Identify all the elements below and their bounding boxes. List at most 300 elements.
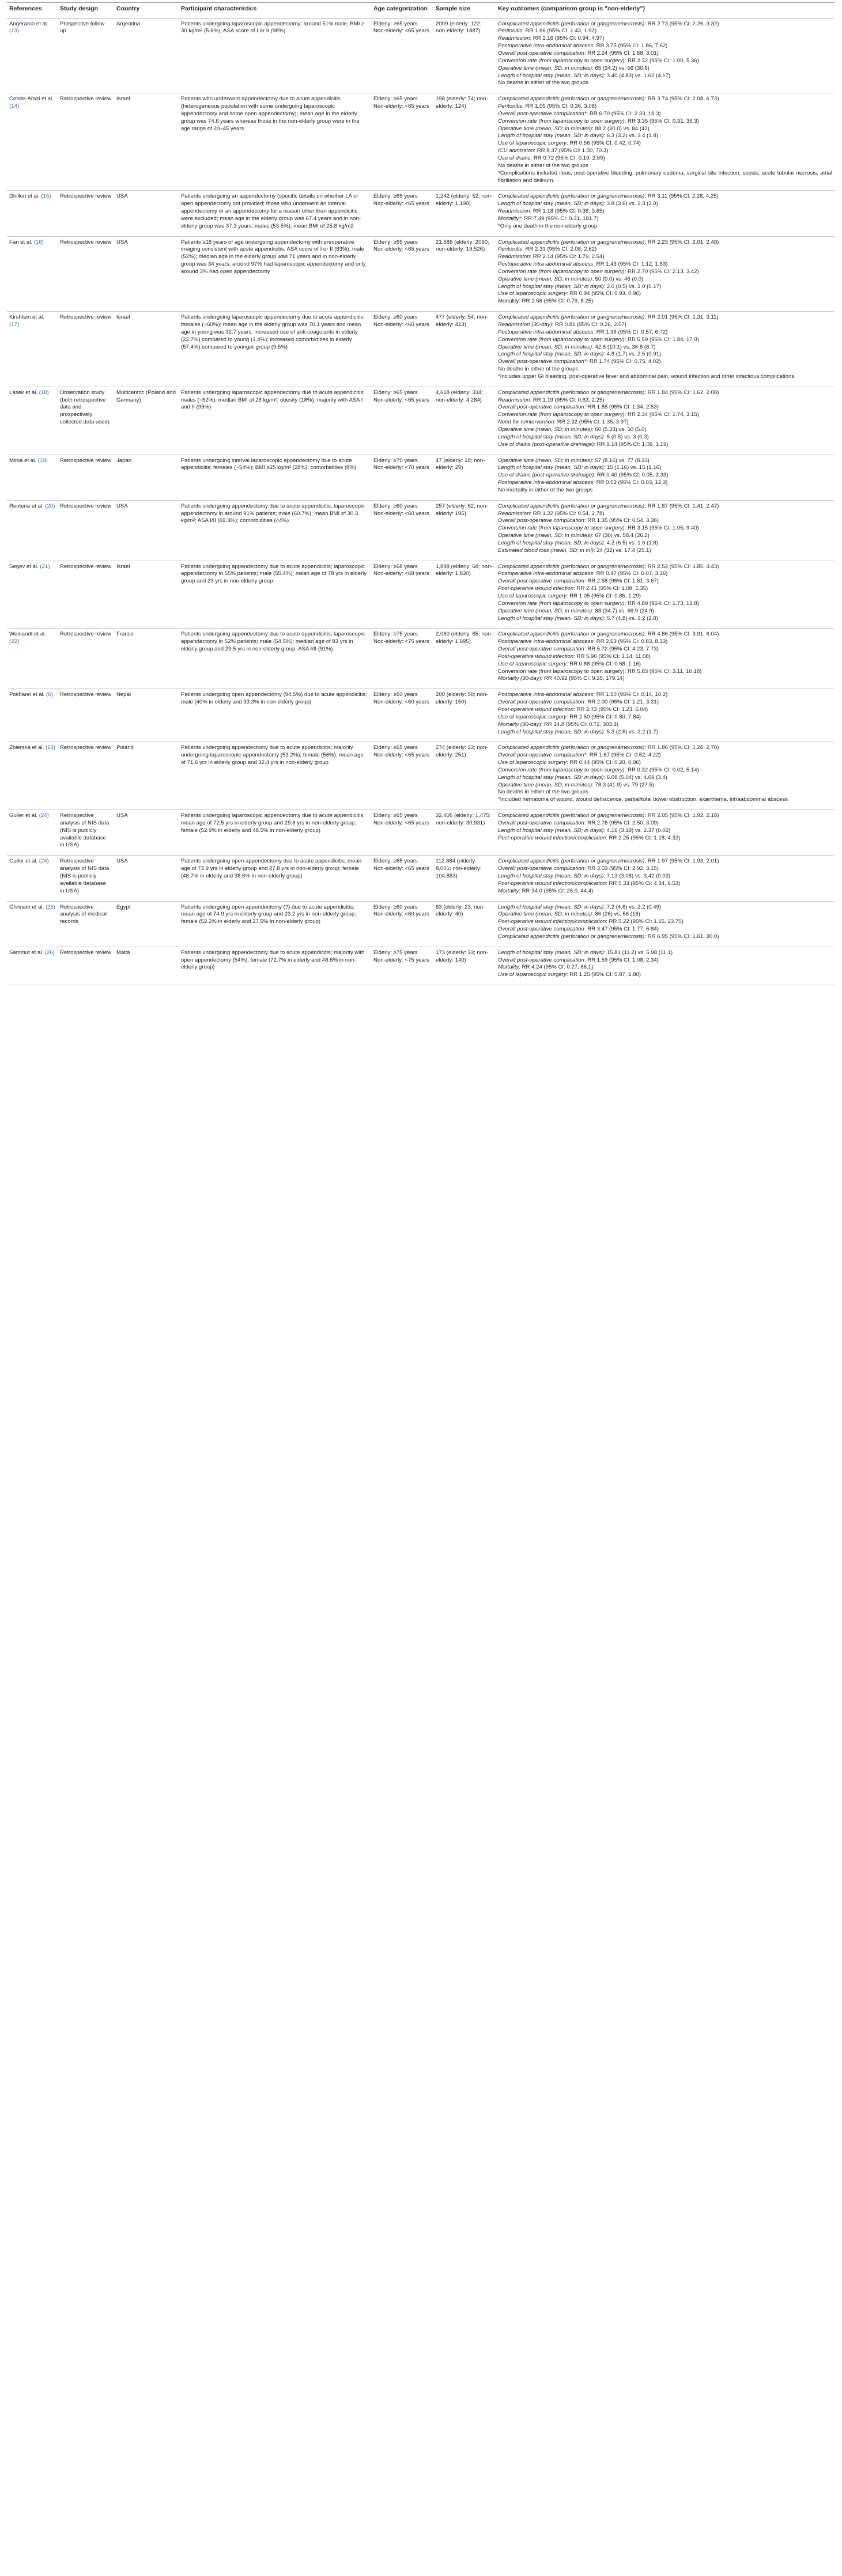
outcome-label: Length of hospital stay (mean, SD; in days) xyxy=(498,72,604,79)
outcome-label: Postoperative intra-abdominal abscess xyxy=(498,479,594,486)
cell-sample-size: 257 (elderly: 62; non-elderly: 195) xyxy=(433,500,496,561)
outcome-label: Readmission xyxy=(498,35,530,42)
outcome-label: Length of hospital stay (mean, SD; in days) xyxy=(498,728,604,735)
reference-author: Weinandt et al. xyxy=(9,631,46,638)
table-row xyxy=(7,387,835,455)
table-row xyxy=(7,856,835,901)
cell-reference xyxy=(7,455,58,500)
outcome-label: Post-operative wound infection xyxy=(498,653,574,660)
outcome-label: Length of hospital stay (mean, SD; in days) xyxy=(498,903,604,910)
outcome-label: Overall post-operative complication xyxy=(498,578,584,585)
reference-author: Ghnnam et al. xyxy=(9,903,46,910)
cell-age-categorization: Elderly: ≥65 years Non-elderly: <65 years xyxy=(371,810,433,856)
outcome-value: : RR 1.14 (95% CI: 1.09, 1.19) xyxy=(594,441,669,448)
outcome-item xyxy=(498,389,832,397)
outcome-label: Length of hospital stay (mean, SD; in days) xyxy=(498,433,604,440)
cell-study-design: Prospective follow up xyxy=(58,18,114,93)
outcome-label: Complicated appendicitis (perforation or gangrene/necrosis) xyxy=(498,96,645,103)
cell-sample-size: 32,406 (elderly: 1,475; non-elderly: 30,931) xyxy=(433,810,496,856)
outcome-value: : RR 1.67 (95% CI: 0.62, 4.22) xyxy=(586,752,661,759)
cell-country: Multicentric (Poland and Germany) xyxy=(114,387,179,455)
outcome-label: Conversion rate (from laparoscopy to open surgery) xyxy=(498,118,625,124)
outcome-value: : 3.40 (4.83) vs. 1.62 (4.17) xyxy=(603,72,671,79)
outcome-value: : RR 1.50 (95% CI: 0.14, 16.2) xyxy=(593,691,668,698)
outcome-label: Complicated appendicitis (perforation or gangrene/necrosis) xyxy=(498,563,645,570)
outcome-item xyxy=(498,888,832,895)
reference-link[interactable]: (15) xyxy=(41,193,51,200)
outcome-value: : RR 6.95 (95% CI: 1.61, 30.0) xyxy=(644,933,719,940)
cell-participant-characteristics: Patients undergoing open appendectomy due to acute appendicitis; mean age of 73.9 yrs in elderly group and 27.8 yrs in non-elderly group; female (48.7% in elderly and 38.6% in non-elderly group) xyxy=(179,856,371,901)
outcome-label: Length of hospital stay (mean, SD; in days) xyxy=(498,201,604,207)
outcome-value: No deaths in either of the two groups xyxy=(498,162,588,169)
outcome-label: Complicated appendicitis (perforation or gangrene/necrosis) xyxy=(498,239,645,245)
outcome-value: : RR 2.05 (95% CI: 1.92, 2.18) xyxy=(644,812,719,819)
outcome-item xyxy=(498,835,832,842)
outcome-item xyxy=(498,858,832,865)
outcome-label: Length of hospital stay (mean, SD; in days) xyxy=(498,615,604,622)
outcome-value: : RR 3.03 (95% CI: 2.92, 3.15) xyxy=(584,865,659,872)
cell-sample-size: 477 (elderly: 54; non-elderly: 423) xyxy=(433,312,496,387)
outcome-label: Length of hospital stay (mean, SD; in days) xyxy=(498,464,604,471)
cell-age-categorization: Elderly: ≥68 years Non-elderly: <68 years xyxy=(371,561,433,629)
table-row xyxy=(7,629,835,689)
outcome-value: *Includes upper GI bleeding, post-operative fever and abdominal pain, wound infection and other infectious complications. xyxy=(498,373,796,380)
outcome-item xyxy=(498,298,832,305)
outcome-item xyxy=(498,578,832,585)
outcome-label: Use of laparoscopic surgery xyxy=(498,593,567,600)
outcome-item xyxy=(498,675,832,683)
outcome-item xyxy=(498,215,832,223)
outcome-label: Postoperative intra-abdominal abscess xyxy=(498,570,594,577)
outcome-value: : RR 4.89 (95% CI: 1.73, 13.8) xyxy=(624,600,699,607)
outcome-label: Length of hospital stay (mean, SD; in days) xyxy=(498,133,604,139)
outcome-label: Operative time (mean, SD; in minutes) xyxy=(498,532,592,539)
cell-study-design: Retrospective analysis of NIS data (NIS is publicly available database in USA) xyxy=(58,856,114,901)
outcome-value: : RR 7.49 (95% CI: 0.31, 181.7) xyxy=(520,215,599,222)
outcome-value: : 60 (5.33) vs. 50 (5.0) xyxy=(592,426,647,433)
outcome-value: : RR 0.81 (95% CI: 0.26, 2.57) xyxy=(552,321,626,328)
outcome-value: : RR 5.22 (95% CI: 1.15, 23.75) xyxy=(606,918,684,925)
outcome-label: Complicated appendicitis (perforation or gangrene/necrosis) xyxy=(498,812,645,819)
outcome-item xyxy=(498,517,832,525)
outcome-item xyxy=(498,126,832,133)
outcome-value: : RR 2.32 (95% CI: 1.00, 5.36) xyxy=(624,57,699,64)
cell-reference xyxy=(7,18,58,93)
outcome-label: Overall post-operative complication* xyxy=(498,110,587,117)
outcome-item xyxy=(498,880,832,888)
cell-study-design: Retrospective review xyxy=(58,500,114,561)
outcome-label: Mortality* xyxy=(498,215,521,222)
outcome-item xyxy=(498,58,832,65)
outcome-value: : RR 0.53 (95% CI: 0.03, 12.3) xyxy=(593,479,668,486)
cell-reference xyxy=(7,856,58,901)
outcome-label: Overall post-operative complication xyxy=(498,865,584,872)
outcome-label: Use of laparoscopic surgery xyxy=(498,759,567,766)
outcome-item xyxy=(498,904,832,911)
reference-author: Cohen-Arazi et al. xyxy=(9,96,54,103)
outcome-label: Operative time (mean, SD; in minutes) xyxy=(498,65,592,71)
outcome-value: : RR 2.63 (95% CI: 0.83, 8.33) xyxy=(593,638,668,645)
cell-reference xyxy=(7,387,58,455)
outcome-label: Postoperative intra-abdominal abscess xyxy=(498,691,594,698)
outcome-value: : RR 2.78 (95% CI: 2.50, 3.09) xyxy=(584,819,659,826)
reference-link[interactable]: (19) xyxy=(37,457,48,464)
outcome-value: : 15 (1.16) vs. 15 (1.16) xyxy=(603,464,662,471)
reference-link[interactable]: (24) xyxy=(39,858,49,865)
outcome-value: : RR 5.33 (95% CI: 4.34, 6.53) xyxy=(606,880,681,887)
outcome-label: Postoperative intra-abdominal abscess xyxy=(498,638,594,645)
outcome-value: : RR 0.40 (95% CI: 0.05, 3.33) xyxy=(594,472,669,479)
outcome-item xyxy=(498,223,832,230)
outcome-label: Use of drains (post-operative drainage) xyxy=(498,441,594,448)
outcome-value: : RR 3.11 (95% CI: 2.28, 4.25) xyxy=(644,193,719,200)
table-row xyxy=(7,191,835,236)
reference-link[interactable]: (26) xyxy=(44,949,55,956)
outcome-item xyxy=(498,397,832,404)
outcome-label: Post-operative wound infection/complication xyxy=(498,834,606,841)
outcome-item xyxy=(498,957,832,964)
outcome-label: Complicated appendicitis (perforation or gangrene/necrosis) xyxy=(498,193,645,200)
reference-link[interactable]: (25) xyxy=(45,903,55,910)
outcome-value: : RR 2.70 (95% CI: 2.13, 3.42) xyxy=(624,268,699,275)
reference-author: Pokharel et al. xyxy=(9,691,46,698)
outcome-label: Postoperative intra-abdominal abscess xyxy=(498,43,594,50)
cell-reference xyxy=(7,689,58,742)
table-row xyxy=(7,312,835,387)
outcome-value: : RR 2.73 (95% CI: 1.23, 6.04) xyxy=(573,706,648,713)
cell-key-outcomes xyxy=(496,236,835,312)
outcome-item xyxy=(498,796,832,804)
outcome-label: Readmission (30-day) xyxy=(498,321,552,328)
outcome-item xyxy=(498,918,832,926)
cell-study-design: Retrospective review xyxy=(58,236,114,312)
outcome-value: *Only one death in the non-elderly group xyxy=(498,222,598,229)
cell-sample-size: 4,618 (elderly: 334; non-elderly: 4,284) xyxy=(433,387,496,455)
outcome-value: : RR 4.24 (95% CI: 0.27, 66.1) xyxy=(519,964,594,971)
outcome-item xyxy=(498,283,832,291)
outcome-label: Operative time (mean, SD; in minutes) xyxy=(498,275,592,282)
outcome-value: : RR 8.37 (95% CI: 1.00, 70.3) xyxy=(534,147,609,154)
outcome-item xyxy=(498,201,832,208)
cell-key-outcomes xyxy=(496,742,835,810)
outcome-value: No deaths in either of the groups xyxy=(498,366,579,373)
outcome-value: : 7.2 (4.6) vs. 2.2 (0.49) xyxy=(603,903,662,910)
outcome-item xyxy=(498,540,832,547)
outcome-item xyxy=(498,933,832,941)
outcome-value: : RR 1.66 (95% CI: 1.43, 1.92) xyxy=(522,28,597,35)
header-sample-size: Sample size xyxy=(433,3,496,18)
outcome-value: : RR 1.87 (95% CI: 1.41, 2.47) xyxy=(644,502,719,509)
outcome-label: Operative time (mean, SD; in minutes) xyxy=(498,426,592,433)
cell-age-categorization: Elderly: ≥70 years Non-elderly: <70 years xyxy=(371,455,433,500)
outcome-value: : RR 0.32 (95% CI: 0.02, 5.14) xyxy=(624,766,699,773)
reference-link[interactable]: (13) xyxy=(9,28,20,35)
cell-age-categorization: Elderly: ≥65 years Non-elderly: <65 years xyxy=(371,387,433,455)
outcome-item xyxy=(498,782,832,789)
cell-participant-characteristics: Patients undergoing interval laparoscopic appendectomy due to acute appendicitis; females (~54%); BMI ≥25 kg/m² (28%); comorbidities (8%) xyxy=(179,455,371,500)
cell-participant-characteristics: Patients undergoing laparoscopic appendectomy due to acute appendicitis; males (~52%); median BMI of 26 kg/m²; obesity (18%); majority with ASA I and II (95%) xyxy=(179,387,371,455)
outcome-label: Conversion rate (from laparoscopy to open surgery) xyxy=(498,525,625,532)
reference-link[interactable]: (20) xyxy=(45,502,55,509)
outcome-value: : RR 1.05 (95% CI: 0.36, 3.08) xyxy=(522,103,597,110)
cell-reference xyxy=(7,742,58,810)
outcome-label: Overall post-operative complication* xyxy=(498,358,587,365)
outcome-label: Length of hospital stay (mean, SD; in days) xyxy=(498,827,604,834)
cell-sample-size: 274 (elderly: 23; non-elderly: 251) xyxy=(433,742,496,810)
cell-study-design: Retrospective review xyxy=(58,312,114,387)
reference-author: Kirshtein et al. xyxy=(9,314,44,321)
reference-link[interactable]: (21) xyxy=(40,563,50,570)
reference-link[interactable]: (17) xyxy=(9,321,20,328)
cell-study-design: Observation study (both retrospective data and prospectively collected data used) xyxy=(58,387,114,455)
reference-author: Zbierska et al. xyxy=(9,744,46,751)
outcome-value: : RR 1.85 (95% CI: 1.34, 2.53) xyxy=(584,404,659,411)
cell-country: USA xyxy=(114,856,179,901)
outcome-value: : RR 1.18 (95% CI: 0.38, 3.65) xyxy=(530,208,605,215)
outcome-label: Operative time (mean, SD; in minutes) xyxy=(498,343,592,350)
cell-age-categorization: Elderly: ≥60 years Non-elderly: <60 years xyxy=(371,500,433,561)
outcome-label: Operative time (mean, SD; in minutes) xyxy=(498,911,592,918)
outcome-value: : RR 2.00 (95% CI: 1.21, 3.31) xyxy=(584,699,659,706)
table-row xyxy=(7,236,835,312)
outcome-label: Overall post-operative complication* xyxy=(498,752,587,759)
outcome-item xyxy=(498,661,832,668)
cell-participant-characteristics: Patients undergoing laparoscopic appendectomy due to acute appendicitis; mean age of 72.5 yrs in elderly group and 29.8 yrs in non-elderly group; female (52.9% in elderly and 48.5% in non-elderly group) xyxy=(179,810,371,856)
outcome-item xyxy=(498,261,832,268)
outcome-value: : RR 3.75 (95% CI: 1.86, 7.62) xyxy=(593,43,668,50)
outcome-label: Overall post-operative complication xyxy=(498,819,584,826)
cell-reference xyxy=(7,901,58,947)
outcome-item xyxy=(498,290,832,298)
outcome-value: : RR 2.01 (95% CI: 1.31, 3.11) xyxy=(644,314,719,321)
outcome-label: Conversion rate (from laparoscopy to open surgery) xyxy=(498,57,625,64)
cell-key-outcomes xyxy=(496,856,835,901)
outcome-value: Conversion rate (from laparoscopy to open surgery): RR 5.83 (95% CI: 3.11, 10.18) xyxy=(498,668,702,675)
cell-sample-size: 1,898 (elderly: 68; non-elderly: 1,830) xyxy=(433,561,496,629)
cell-country: Argentina xyxy=(114,18,179,93)
outcome-item xyxy=(498,404,832,411)
outcome-label: Peritonitis xyxy=(498,103,523,110)
outcome-value: : RR 6.70 (95% CI: 2.33, 19.3) xyxy=(586,110,661,117)
outcome-label: Need for reintervention xyxy=(498,419,554,426)
outcome-item xyxy=(498,80,832,87)
cell-country: Egypt xyxy=(114,901,179,947)
outcome-value: : RR 0.56 (95% CI: 0.42, 0.74) xyxy=(566,140,641,147)
outcome-label: Estimated blood loss (mean, SD; in ml) xyxy=(498,547,594,554)
cell-participant-characteristics: Patients undergoing appendectomy due to acute appendicitis; majority undergoing laparoscopic appendectomy (53.2%); female (56%); mean age of 71.6 yrs in elderly group and 32.4 yrs in non-elderly group xyxy=(179,742,371,810)
outcome-item xyxy=(498,585,832,593)
outcome-value: : 88 (34.7) vs. 66.9 (24.9) xyxy=(592,607,654,614)
outcome-item xyxy=(498,691,832,699)
outcome-label: Post-operative wound infection xyxy=(498,585,574,592)
cell-country: Israel xyxy=(114,93,179,191)
outcome-item xyxy=(498,631,832,638)
outcome-value: : 4.16 (3.19) vs. 2.37 (0.02) xyxy=(603,827,671,834)
outcome-label: Length of hospital stay (mean, SD; in days) xyxy=(498,283,604,290)
outcome-label: Post-operative wound infection/complication xyxy=(498,918,606,925)
outcome-value: : RR 1.19 (95% CI: 0.63, 2.25) xyxy=(530,396,605,403)
outcome-item xyxy=(498,96,832,103)
outcome-value: : RR 2.52 (95% CI: 1.85, 3.43) xyxy=(644,563,719,570)
outcome-label: Use of drains xyxy=(498,154,531,161)
cell-country: France xyxy=(114,629,179,689)
cell-country: USA xyxy=(114,236,179,312)
cell-age-categorization: Elderly: ≥65 years Non-elderly: <65 years xyxy=(371,18,433,93)
outcome-label: Use of laparoscopic surgery xyxy=(498,971,567,978)
header-participant-characteristics: Participant characteristics xyxy=(179,3,371,18)
outcome-value: : RR 2.50 (95% CI: 0.80, 7.84) xyxy=(566,713,641,720)
outcome-item xyxy=(498,268,832,276)
outcome-value: : 50 (0.0) vs. 46 (0.0) xyxy=(592,275,644,282)
outcome-value: : 65 (34.2) vs. 56 (30.8) xyxy=(592,65,650,71)
outcome-value: Mortality: RR 2.56 (95% CI: 0.79, 8.25) xyxy=(498,298,594,305)
outcome-item xyxy=(498,964,832,971)
cell-study-design: Retrospective review xyxy=(58,93,114,191)
outcome-value: : 3.8 (3.6) vs. 2.3 (2.0) xyxy=(603,201,658,207)
cell-sample-size: 200 (elderly: 50; non-elderly: 150) xyxy=(433,689,496,742)
outcome-item xyxy=(498,950,832,957)
outcome-item xyxy=(498,615,832,623)
outcome-value: : 15.81 (11.2) vs. 5.98 (11.1) xyxy=(603,949,673,956)
outcome-label: Use of laparoscopic surgery xyxy=(498,713,567,720)
outcome-item xyxy=(498,971,832,979)
cell-key-outcomes xyxy=(496,561,835,629)
outcome-item xyxy=(498,373,832,381)
outcome-label: Mortality xyxy=(498,887,519,894)
outcome-value: : 57 (8.16) vs. 77 (8.33) xyxy=(592,457,650,464)
outcome-value: : RR 1.86 (95% CI: 1.28, 2.70) xyxy=(644,744,719,751)
outcome-label: Conversion rate (from laparoscopy to open surgery) xyxy=(498,268,625,275)
cell-participant-characteristics: Patients undergoing appendectomy due to acute appendicitis; majority with open appendectomy (54%); female (72.7% in elderly and 48.6% in non-elderly group) xyxy=(179,947,371,985)
outcome-item xyxy=(498,65,832,73)
cell-age-categorization: Elderly: ≥60 years Non-elderly: <60 years xyxy=(371,312,433,387)
outcome-label: Postoperative intra-abdominal abscess xyxy=(498,328,594,335)
outcome-item xyxy=(498,441,832,449)
outcome-label: Operative time (mean, SD; in minutes) xyxy=(498,125,592,132)
cell-age-categorization: Elderly: ≥75 years Non-elderly: <75 years xyxy=(371,947,433,985)
outcome-label: Overall post-operative complication xyxy=(498,517,584,524)
cell-country: Israel xyxy=(114,312,179,387)
outcome-item xyxy=(498,140,832,147)
outcome-item xyxy=(498,28,832,35)
reference-link[interactable]: (18) xyxy=(39,389,49,396)
outcome-value: : 67 (30) vs. 58.4 (26.2) xyxy=(592,532,650,539)
outcome-item xyxy=(498,926,832,933)
table-row xyxy=(7,18,835,93)
cell-participant-characteristics: Patients undergoing an appendectomy (specific details on whether LA or open appendectomy not provided; those who underwent an interval appendectomy or an appendectomy for a reason other than appendicitis were excluded; mean age in the elderly group was 67.4 years and in non-elderly group was 37.3 years; males (53.5%); mean BMI of 25.8 kg/m2 xyxy=(179,191,371,236)
cell-reference xyxy=(7,236,58,312)
outcome-value: : RR 2.32 (95% CI: 1.35, 3.97) xyxy=(554,419,629,426)
reference-link[interactable]: (14) xyxy=(9,103,20,110)
outcome-item xyxy=(498,653,832,661)
outcome-item xyxy=(498,638,832,646)
outcome-item xyxy=(498,35,832,43)
cell-study-design: Retrospective review xyxy=(58,561,114,629)
cell-participant-characteristics: Patients undergoing laparoscopic appendectomy due to acute appendicitis; females (~60%); mean age in the elderly group was 70.1 years and mean age in young was 32.7 years; increased use of anti-coagulants in elderly (22.7%) compared to young (1.4%); increased comorbidities in elderly (57.4%) compared to younger group (9.5%) xyxy=(179,312,371,387)
outcome-item xyxy=(498,525,832,532)
outcome-value: : RR 3.15 (95% CI: 1.05, 9.40) xyxy=(624,525,699,532)
outcome-item xyxy=(498,464,832,472)
reference-link[interactable]: (22) xyxy=(9,638,20,645)
outcome-label: Overall post-operative complication xyxy=(498,926,584,933)
outcome-item xyxy=(498,820,832,827)
outcome-label: Readmission xyxy=(498,510,530,517)
cell-sample-size: 2,060 (elderly: 65; non-elderly: 1,995) xyxy=(433,629,496,689)
outcome-label: ICU admission xyxy=(498,147,534,154)
outcome-value: : RR 0.47 (95% CI: 0.07, 3.36) xyxy=(593,570,668,577)
outcome-item xyxy=(498,73,832,80)
outcome-value: : RR 1.35 (95% CI: 0.54, 3.36) xyxy=(584,517,659,524)
cell-study-design: Retrospective review xyxy=(58,191,114,236)
cell-age-categorization: Elderly: ≥65 years Non-elderly: <65 years xyxy=(371,236,433,312)
outcome-label: Complicated appendicitis (perforation or gangrene/necrosis) xyxy=(498,744,645,751)
reference-link[interactable]: (23) xyxy=(45,744,55,751)
outcome-label: Post-operative wound infection/complication xyxy=(498,880,606,887)
table-row xyxy=(7,561,835,629)
reference-link[interactable]: (16) xyxy=(33,239,44,245)
reference-link[interactable]: (6) xyxy=(46,691,53,698)
table-row xyxy=(7,947,835,985)
outcome-value: No deaths in either of the two groups xyxy=(498,80,588,86)
outcome-value: : RR 0.94 (95% CI: 0.93, 0.96) xyxy=(566,290,641,297)
reference-author: Sammut et al. xyxy=(9,949,45,956)
outcome-value: : RR 0.44 (95% CI: 0.20, 0.96) xyxy=(566,759,641,766)
outcome-value: : RR 5.59 (95% CI: 1.84, 17.0) xyxy=(624,336,699,343)
outcome-item xyxy=(498,668,832,676)
cell-key-outcomes xyxy=(496,93,835,191)
cell-age-categorization: Elderly: ≥65 years Non-elderly: <65 years xyxy=(371,191,433,236)
header-key-outcomes: Key outcomes (comparison group is "non-elderly") xyxy=(496,3,835,18)
outcome-label: Overall post-operative complication xyxy=(498,404,584,411)
cell-reference xyxy=(7,810,58,856)
cell-study-design: Retrospective review xyxy=(58,689,114,742)
outcome-value: : RR 5.90 (95% CI: 3.14, 11.08) xyxy=(573,653,651,660)
outcome-value: : 24 (32) vs. 17.4 (25.1) xyxy=(593,547,651,554)
outcome-item xyxy=(498,118,832,126)
outcome-value: : RR 2.25 (95% CI: 1.18, 4.32) xyxy=(606,834,681,841)
outcome-label: Complicated appendicitis (perforation or gangrene/necrosis) xyxy=(498,933,645,940)
outcome-label: Overall post-operative complication xyxy=(498,699,584,706)
reference-author: Segev et al. xyxy=(9,563,40,570)
outcome-value: : 5.3 (2.6) vs. 2.2 (1.7) xyxy=(603,728,658,735)
outcome-item xyxy=(498,706,832,714)
header-age-categorization: Age categorization xyxy=(371,3,433,18)
outcome-item xyxy=(498,699,832,706)
reference-author: Fan et al. xyxy=(9,239,34,245)
outcome-value: : 78.3 (41.9) vs. 79 (27.5) xyxy=(592,781,654,788)
outcome-item xyxy=(498,767,832,774)
outcome-item xyxy=(498,162,832,170)
outcome-value: : 42.5 (10.1) vs. 36.8 (8.7) xyxy=(592,343,656,350)
cell-sample-size: 2009 (elderly: 122; non-elderly: 1887) xyxy=(433,18,496,93)
outcome-item xyxy=(498,570,832,578)
outcome-label: Use of laparoscopic surgery xyxy=(498,660,567,667)
outcome-value: : RR 2.16 (95% CI: 0.94, 4.97) xyxy=(530,35,605,42)
cell-key-outcomes xyxy=(496,901,835,947)
outcome-value: : RR 2.58 (95% CI: 1.81, 3.67) xyxy=(584,578,659,585)
reference-link[interactable]: (24) xyxy=(39,812,49,819)
outcome-value: : RR 1.84 (95% CI: 1.62, 2.08) xyxy=(644,389,719,396)
cell-country: Poland xyxy=(114,742,179,810)
outcome-value: : RR 2.24 (95% CI: 1.68, 3.01) xyxy=(584,50,659,57)
outcome-value: : 5.7 (4.8) vs. 3.2 (2.8) xyxy=(603,615,658,622)
cell-sample-size: 198 (elderly: 74; non-elderly: 124) xyxy=(433,93,496,191)
cell-country: Japan xyxy=(114,455,179,500)
outcome-label: Conversion rate (from laparoscopy to open surgery) xyxy=(498,600,625,607)
outcome-item xyxy=(498,752,832,759)
outcome-item xyxy=(498,608,832,615)
cell-study-design: Retrospective analysis of NIS data (NIS is publicly available database in USA) xyxy=(58,810,114,856)
